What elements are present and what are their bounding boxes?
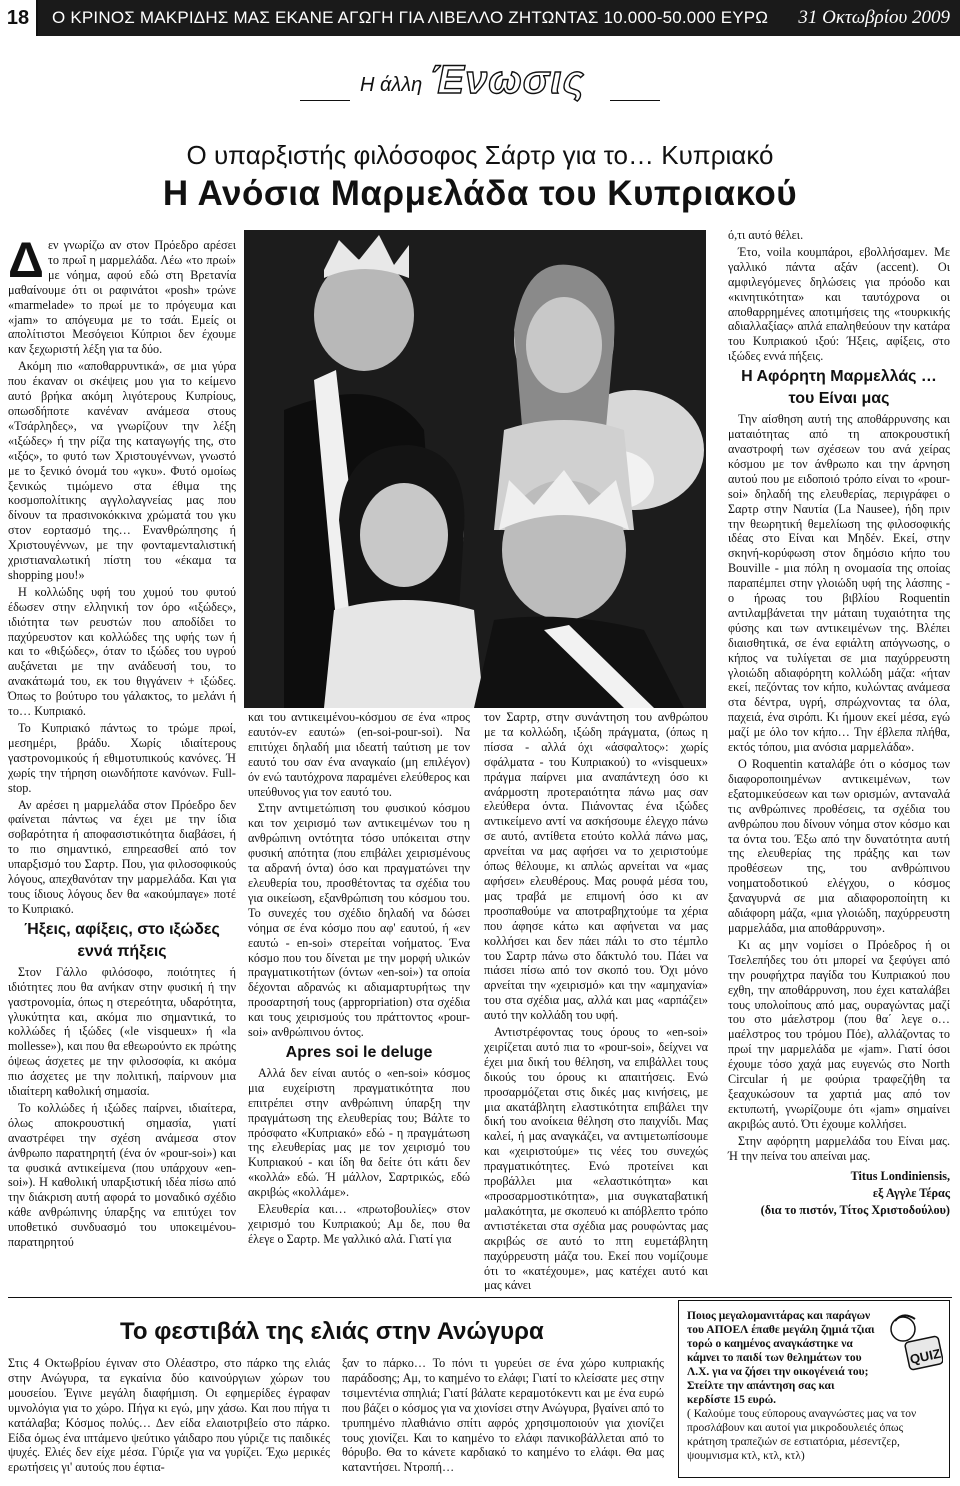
article-paragraph: και του αντικειμένου-κόσμου σε ένα «προς εαυτόν-εν εαυτώ» (en-soi-pour-soi). Να επιτύχει δηλαδή μια ιδεατή ταύτιση με τον εαυτό του σαν ένα αναγκαίο (μη επιλέγον) όν ενώ ταυτόχρονα παραμένει ελεύθερος και υπεύθυνος για τον εαυτό του. [248,710,470,799]
article-paragraph: Στην αφόρητη μαρμελάδα του Είναι μας. Ή την πείνα του απείναι μας. [728,1133,950,1163]
author-location: εξ Αγγλε Τέρας [872,1186,950,1201]
article-headline: Η Ανόσια Μαρμελάδα του Κυπριακού [162,174,798,213]
article-paragraph: Ελευθερία και… «πρωτοβουλίες» στον χειρισμό του Κυπριακού; Αμ δε, που θα έλεγε ο Σαρτρ. Με γαλλικό αλά. Γιατί για [248,1202,470,1246]
photo-illustration [244,230,706,708]
festival-paragraph: Στις 4 Οκτωβρίου έγιναν στο Ολέαστρο, στο πάρκο της ελιάς στην Ανώγυρα, τα εγκαίνια δύο καινούργιων χώρων του μουσείου. Έγινε μεγάλη διαφήμιση. Οι εφημερίδες έγραφαν υμνολόγια για το χώρο. Πήγα κι εγώ, μην χάσω. Και που πήγα τι κατάλαβα; Κόσμος πολύς… Δεν είδα ελαιοτριβείο στο πάρκο. Είδα όμως ένα ιπτάμενο ψεύτικο γάιδαρο που γύριζε τις παιδικές ψυχές. Ελιές δεν είχε μέσα. Γύριζε για να γυρίζει. Έχω μερικές ερωτήσεις γι' αυτούς που έφτια- [8,1356,330,1475]
article-paragraph: Ακόμη πιο «αποθαρρυντικά», σε μια γύρα που έκαναν οι σκέψεις μου για το κείμενο αυτό βρήκα ακόμη λιγότερους Κυπρίους, οπωσδήποτε κανέναν ανάμεσα στους «Τσάρληδες», να γνωρίζουν την λέξη «ιξώδες» ή την ρίζα της καταγωγής της, στο «ιξός», το φυτό των Χριστουγέννων, γνωστό με το ξενικό όνομά του «γκυ». Φυτό ομοίως ξενικώς τιμώμενο στα έθιμα της κοσμοπολίτικης αγγλολαγνείας μας που δίνουν τα πρασινοκόκκινα χρώματά του γκυ στον εορτασμό της… Ενανθρώπησης ή Χριστουγέννων, με την φονταμενταλιστική χριστιαναλωτική πίστη του «έκαμα τα shopping μου!» [8,359,236,582]
article-paragraph: Αντιστρέφοντας τους όρους το «en-soi» χειρίζεται αυτό πια το «pour-soi», δείχνει να έχει μια δική του θέληση, να επιβάλλει τους δικούς του όρους κι απαιτήσεις. Ενώ προσαρμόζεται στις δικές μας κινήσεις, με μια ακατάβλητη ελαστικότητα επιβάλει την δική του ανοίκεια θέληση στο παιχνίδι. Μας καλεί, ή μας αναγκάζει, να αντιμετωπίσουμε και «χειριστούμε» τις νέες του συνεχώς πραγματικότητες. Ενώ προτείνει και προβάλλει μια «ελαστικότητα» και «προσαρμοστικότητα», μια συγκαταβατική μαλακότητα, με σκοπευό κι απόβλεπτο τρόπο αντιστέκεται στα σχέδια μας ρουφώντας μας ακριβώς σε αυτό το πτη ευμετάβλητη παχύρρευστη μάζα του. Εκεί που νομίζουμε ότι το «κατέχουμε», μας κατέχει αυτό και μας κάνει [484,1025,708,1293]
quiz-note: ( Καλούμε τους εύπορους αναγνώστες μας να τον προσλάβουν και αυτοί για μικροδουλειές όπως κράτηση τραπεζιών σε εστιατόρια, μέσεντζερ, ψουμνισμα κτλ, κτλ, κτλ) [687,1408,917,1462]
issue-date: 31 Οκτωβρίου 2009 [798,7,950,28]
author-real-name: (δια το πιστόν, Τίτος Χριστοδούλου) [760,1203,950,1218]
column-logo [300,58,660,124]
festival-column-left [8,1356,330,1477]
page-number: 18 [0,0,38,36]
subheading: Η Αφόρητη Μαρμελλάς … του Είναι μας [741,368,937,408]
subheading: Ήξεις, αφίξεις, στο ιξώδες εννά πήξεις [24,920,220,960]
drop-cap: Δ [8,232,44,288]
festival-column-right [342,1356,664,1477]
header-kicker: Ο ΚΡΙΝΟΣ ΜΑΚΡΙΔΗΣ ΜΑΣ ΕΚΑΝΕ ΑΓΩΓΗ ΓΙΑ ΛΙΒΕΛΛΟ ΖΗΤΩΝΤΑΣ 10.000-50.000 ΕΥΡΩ [52,8,769,27]
article-paragraph: Έτο, voila κουμπάροι, εβολλήσαμεν. Με γαλλικό πάντα αξάν (accent). Οι αμφιλεγόμενες δηλώσεις για πρόοδο και «κινητικότητα» και ταυτόχρονα οι αποθαρρημένες αποτιμήσεις της «τουρκικής αδιαλλαξίας» απλά επαληθεύουν την κατάρα του Κυπριακού ιξού: Ήξεις, αφίξεις, στο ιξώδες εννά πήξεις. [728,244,950,364]
quiz-badge-label: QUIZ [908,1345,942,1367]
quiz-box [678,1300,950,1478]
article-column-2 [248,710,470,1249]
article-column-1 [8,232,236,1252]
article-kicker: Ο υπαρξιστής φιλόσοφος Σάρτρ για το… Κυπριακό [186,140,774,170]
article-paragraph: Το κολλώδες ή ιξώδες παίρνει, ιδιαίτερα, όλως αποκρουστική σημασία, γιατί αναστρέφει την σχέση ανάμεσα στον άνθρωπο παρατηρητή (ένα όν «pour-soi») και τα φυσικά αντικείμενα (που υπάρχουν «en-soi»). Η καθολική υπαρξιστική ιδέα πίσω από την διάκριση αυτή αφορά το μοναδικό σχέδιο κάθε ανθρώπινης ύπαρξης να επιτύχει τον υποθετικό συνδυασμό του υποκειμένου-παρατηρητού [8,1100,236,1250]
author-name: Titus Londiniensis, [850,1169,950,1184]
logo-big-text: Ένωσις [430,58,585,102]
header-band [38,0,960,36]
quiz-badge-icon [881,1311,943,1371]
article-paragraph: Την αίσθηση αυτή της αποθάρρυνσης και ματαιότητας από τη αποκρουστική αναστροφή των σχέσεων του ανά χείρας κόσμου με τον άνθρωπο και την άρνηση αυτού που με ειδοποιό τρόπο είναι το «pour-soi» δηλαδή της ελευθερίας, περιγράφει ο Σαρτρ στην Ναυτία (La Nausee), ήδη πριν την θεωρητική θεμελίωση της φιλοσοφικής ιδέας στο Είναι και Μηδέν. Εκεί, στην σκηνή-κορύφωση στον δημόσιο κήπο του Bouville - μια πόλη η ονομασία της οποίας παραπέμπει στην γλοιώδη υφή της λάσπης - ο ήρωας του βιβλίου Roquentin αντιλαμβάνεται την μάταιη τυχαιότητα της φύσης και των αντικειμένων της. Βλέπει διαισθητικά, σε ένα εφιάλτη απόγνωσης, ο κήπος να τυλίγεται σε μια παχύρρευστη γλοιώδη αδιαφόρητη κολλώδη μάζα: «ήταν εκεί, πεζόντας τον κήπο, κυλώντας ανάμεσα στα δέντρα, υγρή, σπρώχνοντας τα όλα, παχειά, ένα σιρόπι. Κι ήμουν εκεί μέσα, εγώ μαζί με όλο τον κήπο… Την έβλεπα πλήθα, εκτός τόπου, μια ανόσια μαρμελάδα». [728,412,950,755]
article-paragraph: Ο Roquentin καταλάβε ότι ο κόσμος των διαφοροποιημένων αντικειμένων, των εξατομικεύσεων και των ορισμών, ανταναλά τις ανθρώπινες προθέσεις, τα σχέδια του ανθρώπου που δίνουν νόημα στον κόσμο και τα όντα του. Έξω από την δυνατότητα αυτή της ελευθερίας της πράξης και των προθέσεων της, του ανθρώπινου νοηματοδοτικού ελέγχου, ο κόσμος ξαναγυρνά σε μια αδιαφοροποίητη κι αδιάφορη μάζα, «μια γλοιώδη, παχύρρευστη μαρμελάδα, μια αποθάρρυνση». [728,757,950,935]
logo-rule-left [300,100,350,101]
logo-small-text: Η άλλη [360,74,423,96]
article-paragraph: Αλλά δεν είναι αυτός ο «en-soi» κόσμος μια ευχείριστη πραγματικότητα που επιτρέπει στην ανθρώπινη ύπαρξη την πραγμάτωση της ελευθερίας του; Βάλτε το πρόσφατο «Κυπριακό» εδώ - η πραγμάτωση της ελευθερίας μας με τον χειρισμό του Κυπριακού - και ίδη θα δείτε ότι κάτι δεν «κολλά» εδώ. Ή μάλλον, Σαρτρικώς, εδώ ακριβώς «κολλάμε». [248,1065,470,1200]
article-paragraph: τον Σαρτρ, στην συνάντηση του ανθρώπου με τα κολλώδη, ιξώδη πράγματα, (όπως η πίσσα - αλλά όχι «άσφαλτος»: χωρίς σφάλματα - του Κυπριακού) το «visqueux» πράγμα παίρνει μια αναπάντεχη όσο κι ανάρμοστη προτεραιότητα πάνω μας σαν ελεύθερα όντα. Πιάνοντας ένα ιξώδες αντικείμενο αντί να ασκήσουμε έλεγχο πάνω σε αυτό, αντίθετα ετούτο κολλά πάνω μας, αρνείται να μας αφήσει να το χειριστούμε όπως θέλουμε, κι απλώς αρνείται να «μας αφήσει» ελευθέρους. Μας ρουφά μέσα του, μας τραβά με επιμονή όσο κι αν προσπαθούμε να αποτραβηχτούμε τα χέρια που άφησε κάτω και αφήνεται να μας κολλήσει και δεν πάει πάλι το στο τέμπλο του Σαρτρ πάνω στο δάκτυλό του. Πάει να πιάσει πίσω από τον σκοπό του. Όχι μόνο αρνείται την «χειρισμό» και την «αμηχανία» του στα σχέδια μας, αλλά και μας «αρπάζει» αυτό την κολλάδη του υφή. [484,710,708,1023]
article-paragraph: Η κολλώδης υφή του χυμού του φυτού έδωσεν στην ελληνική τον όρο «ιξώδες», ιδιότητα των ρευστών που αποδίδει το παχύρευστον και κολλώδες της υφής των ή και το «θιξώδες», όταν το ιξώδες του υγρού αυξάνεται με την ανάδευσή του, το ανακάτωμά του, εκ του θιγγάνειν + ιξώδες. Όπως το βούτυρο του γάλακτος, το μελάνι ή το… Κυπριακό. [8,584,236,719]
article-paragraph: Δεν γνωρίζω αν στον Πρόεδρο αρέσει το πρωΐ η μαρμελάδα. Λέω «το πρωί» με νόημα, αφού εδώ στη Βρετανία μαθαίνουμε ότι οι ραφινάτοι «posh» τρώνε «marmelade» το πρωί με το πρόγευμα και «jam» το απόγευμα με το τσάι. Εμείς οι απολίτιστοι Μεσόγειοι Κύπριοι δεν έχουμε καν ξεχωριστή λέξη για τα δύο. [8,232,236,357]
article-paragraph: ό,τι αυτό θέλει. [728,228,804,242]
page-header [0,0,960,36]
section-divider [8,1297,952,1298]
article-paragraph: Το Κυπριακό πάντως το τρώμε πρωί, μεσημέρι, βράδυ. Χωρίς ιδιαίτερους γαστρονομικούς ή εθιμοτυπικούς κανόνες. Ή χωρίς την τήρηση οιωνδήποτε κανόνων. Full-stop. [8,721,236,795]
quiz-question: Ποιος μεγαλομανιτάρας και παράγων του ΑΠΟΕΛ έπαθε μεγάλη ζημιά τζιαι τορώ ο καημένος αναγκάστηκε να κάμνει το παιδί των θελημάτων του Λ.Χ. για να ζήσει την οικογένειά του; Στείλτε την απάντηση σας και κερδίστε 15 ευρώ. [687,1310,875,1406]
homecoming-photo [244,230,706,708]
subheading: Apres soi le deluge [285,1043,433,1061]
article-paragraph: Κι ας μην νομίσει ο Πρόεδρος ή οι Τσελεπήδες του ότι μπορεί να ξεφύγει από την ρουφήχτρα παγίδα του Κυπριακού που εχθη, την αποθάρρυνση, που έχει καταλάβει τους υπολοίπους από μας, ουραγώντας μαζί του στο μάελστρομ (που θα΄ λεγε ο… μαέλστρος του τρόμου Πόε), αλλάζοντας το πρωί την μαρμελάδα με «jam». Γιατί όσοι έχουμε τόσο χαχά μας ευγενώς στο North Circular ή με φούρια τραφεζήθη τα ξεαχυκώσουν τα χαρτιά μας από τον εκτυπωτή, γνωρίζουμε ότι «jam» σημαίνει ακριβώς αυτό. Ότι έχουμε κολλήσει. [728,937,950,1131]
article-paragraph: Στον Γάλλο φιλόσοφο, ποιότητες ή ιδιότητες που θα ανήκαν στην φυσική ή την γαστρονομία, όπως η στερεότητα, υδαρότητα, γλυκύτητα και, ακόμα πιο σημαντικά, το κολλώδες ή ιξώδες («le visqueux» ή «la mollesse»), και που θα εθεωρούντο εκ πρώτης όψεως άσχετες με την φιλοσοφία, κι ακόμα πιο άσχετες με την πολιτική, παίρνουν μια ιδιαίτερη καθολική σημασία. [8,964,236,1099]
article-paragraph: Στην αντιμετώπιση του φυσικού κόσμου και τον χειρισμό των αντικειμένων του η ανθρώπινη οντότητα τόσο υπόκειται στην φυσική απότητα (που επιβάλει χειρισμένους τα αδρανή όντα) όσο και πραγματώνει την ελευθερία του, προσθέτοντας τα σχέδια του για οικείωση, εξανθρώπιση του κόσμου του. Το συνεχές του σχέδιο δηλαδή να δώσει νόημα σε ένα κόσμο που αφ' εαυτού, ή «εν εαυτώ - en-soi» στερείται νοήματος. Ένα κόσμο που του δίνεται με την μορφή υλικών πραγματικοτήτων (όντων «en-soi») τα οποία δέχονται αδρανώς κι αδιαμαρτυρήτως την προσαρτησή τους (appropriation) στα σχέδια και τους χειρισμούς του πράττοντος «pour-soi» ανθρώπινου όντος. [248,801,470,1040]
festival-paragraph: ξαν το πάρκο… Το πόνι τι γυρεύει σε ένα χώρο κυπριακής παράδοσης; Αμ, το καημένο το ελάφι; Γιατί το κλείσατε μες στην τσιμεντένια σπηλιά; Γιατί βάλατε κεραμοτόκεντι και με ένα ευρώ που βάζει ο κόσμος για να χιονίσει στην Ανώγυρα, βγαίνει από το τρυπημένο πλαθιάνιο σπίτι αφρός χρησιμοποιούν για χιονίζει τους χιονίζει. Και το καημένο το ελάφι πανικοβάλλεται από το θόρυβο. Θα το κάνετε καρδιακό το καημένο το ελάφι. Θα μας καταντήσει. Ντροπή… [342,1356,664,1475]
article-column-3 [484,710,708,1295]
article-column-4 [728,228,950,1220]
article-paragraph: Αν αρέσει η μαρμελάδα στον Πρόεδρο δεν φαίνεται πάντως να έχει με την ίδια σοβαρότητα ή αποφασιστικότητα διαβάσει, ή το πιο σημαντικό, επηρεασθεί από τον υπαρξισμό του Σαρτρ. Που, για φιλοσοφικούς λόγους, απεχθανόταν την μαρμελάδα. Και για τους ίδιους λόγους δεν θα «ακούμπαγε» ποτέ το Κυπριακό. [8,797,236,916]
festival-headline: Το φεστιβάλ της ελιάς στην Ανώγυρα [120,1318,544,1345]
logo-rule-right [610,100,660,101]
